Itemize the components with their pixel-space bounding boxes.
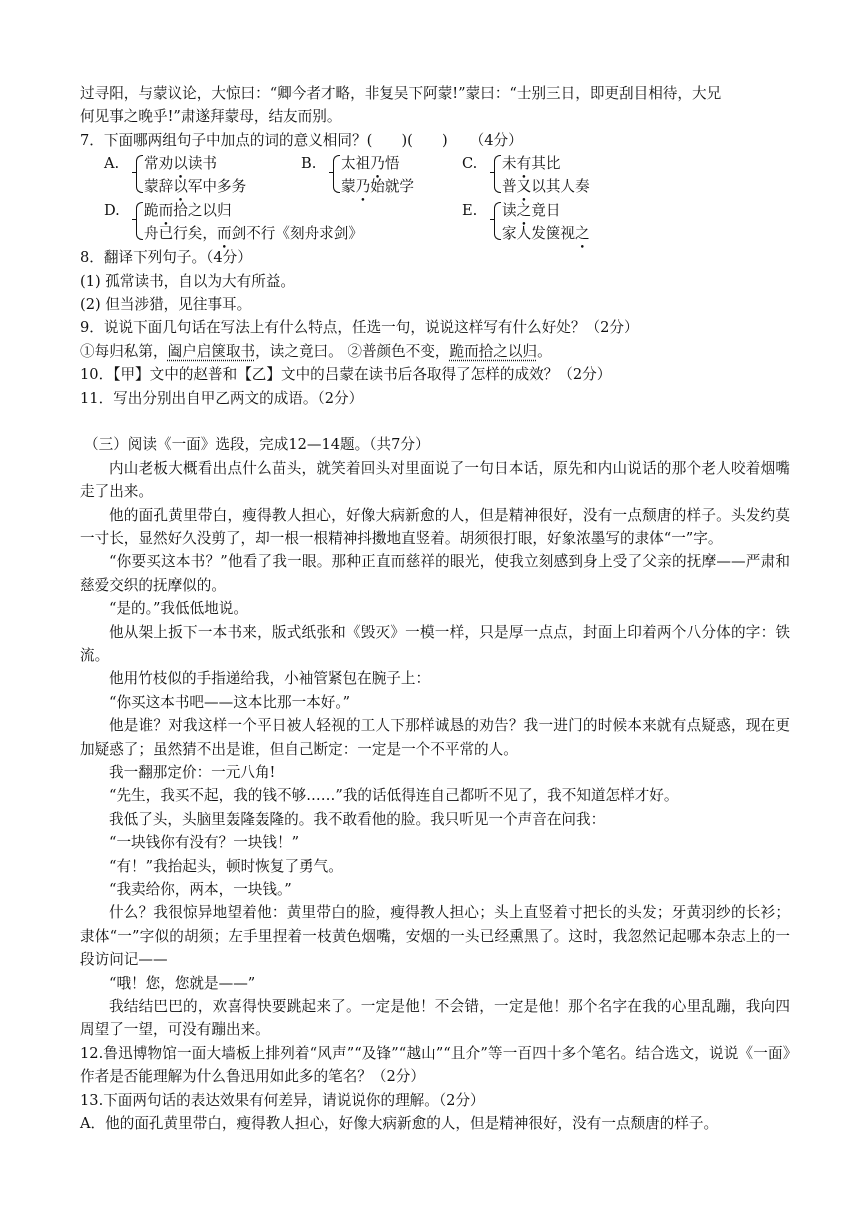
option-text: 军中多务 xyxy=(187,178,247,196)
option-text: 未 xyxy=(502,155,517,173)
dotted-word: 有 xyxy=(516,155,532,173)
option-text: 普 xyxy=(502,178,517,196)
option-text: 拾之以归 xyxy=(173,202,232,220)
passage-paragraph: 他的面孔黄里带白，瘦得教人担心，好像大病新愈的人，但是精神很好，没有一点颓唐的样子。头发约莫一寸长，显然好久没剪了，却一根一根精神抖擞地直竖着。胡须很打眼，好象浓墨写的隶体“一”字。 xyxy=(80,506,790,547)
option-letter: C. xyxy=(462,155,478,173)
option-text: 悟 xyxy=(384,155,400,173)
dotted-word: 乃 xyxy=(370,155,385,173)
option-letter: A. xyxy=(104,155,120,173)
option-text: 读书 xyxy=(187,155,218,173)
passage-paragraph: 我一翻那定价：一元八角! xyxy=(109,763,276,781)
option-text: 太祖 xyxy=(341,155,371,173)
option-text: 竟日 xyxy=(531,202,561,220)
sentence-text: 。 xyxy=(537,342,552,360)
passage-paragraph: 他是谁？对我这样一个平日被人轻视的工人下那样诚恳的劝告？我一进门的时候本来就有点疑惑，现在更加疑惑了；虽然猜不出是谁，但自己断定：一定是一个不平常的人。 xyxy=(80,717,790,758)
option-text: 跪 xyxy=(144,202,159,220)
option-text: 读 xyxy=(502,202,517,220)
passage xyxy=(80,457,790,1042)
passage-paragraph: “有！”我抬起头，顿时恢复了勇气。 xyxy=(109,857,343,875)
dotted-phrase: 阖户启箧取书 xyxy=(167,342,256,360)
passage-paragraph: “你要买这本书？”他看了我一眼。那种正直而慈祥的眼光，使我立刻感到身上受了父亲的抚摩——严肃和慈爱交织的抚摩似的。 xyxy=(80,553,790,594)
dotted-word: 而 xyxy=(216,225,232,243)
option-text: 常劝 xyxy=(144,155,174,173)
passage-paragraph: “你买这本书吧——这本比那一本好。” xyxy=(109,693,351,711)
brace-icon xyxy=(132,199,142,243)
brace-icon xyxy=(490,152,500,196)
question-10: 10．【甲】文中的赵普和【乙】文中的吕蒙在读书后各取得了怎样的成效？（2分） xyxy=(80,366,612,384)
passage-paragraph: “哦！您，您就是——” xyxy=(109,974,256,992)
question-7-options xyxy=(80,152,790,246)
passage-paragraph: 他从架上扳下一本书来，版式纸张和《毁灭》一模一样，只是厚一点点，封面上印着两个八分体的字：铁流。 xyxy=(80,623,790,664)
question-7-stem: 7．下面哪两组句子中加点的词的意义相同？( )( ) （4分） xyxy=(80,131,523,149)
question-8-item-1: (1) 孤常读书，自以为大有所益。 xyxy=(80,272,296,290)
brace-icon xyxy=(132,152,142,196)
dotted-word: 乃 xyxy=(355,178,371,196)
dotted-word: 之 xyxy=(516,202,532,220)
passage-paragraph: 内山老板大概看出点什么苗头，就笑着回头对里面说了一句日本话，原先和内山说话的那个老人咬着烟嘴走了出来。 xyxy=(80,459,790,501)
option-text: 舟已行矣， xyxy=(144,225,217,243)
question-12: 12.鲁迅博物馆一面大墙板上排列着“风声”“及锋”“越山”“且介”等一百四十多个笔名。结合选文，说说《一面》作者是否能理解为什么鲁迅用如此多的笔名？（2分） xyxy=(80,1044,790,1086)
option-text: 蒙 xyxy=(341,178,356,196)
dotted-word: 以 xyxy=(173,178,188,196)
option-text: 蒙辞 xyxy=(144,178,174,196)
dotted-word: 之 xyxy=(574,225,590,243)
passage-paragraph: “是的。”我低低地说。 xyxy=(109,600,248,618)
intro-line-2: 何见事之晚乎!”肃遂拜蒙母，结友而别。 xyxy=(80,108,342,126)
question-13: 13.下面两句话的表达效果有何差异，请说说你的理解。（2分） xyxy=(80,1091,485,1109)
dotted-word: 而 xyxy=(158,202,174,220)
passage-paragraph: “一块钱你有没有？一块钱！” xyxy=(109,834,300,852)
option-text: 以其人奏 xyxy=(531,178,590,196)
section-3-title: （三）阅读《一面》选段，完成12—14题。（共7分） xyxy=(84,436,430,454)
question-13-option-a: A．他的面孔黄里带白，瘦得教人担心，好像大病新愈的人，但是精神很好，没有一点颓唐的样子。 xyxy=(80,1115,719,1133)
passage-paragraph: 我结结巴巴的，欢喜得快要跳起来了。一定是他！不会错，一定是他！那个名字在我的心里乱蹦，我向四周望了一望，可没有蹦出来。 xyxy=(80,998,790,1039)
option-text: 剑不行《刻舟求剑》 xyxy=(231,225,363,243)
intro-line-1: 过寻阳，与蒙议论，大惊曰：“卿今者才略，非复吴下阿蒙!”蒙曰：“士别三日，即更刮目相待，大兄 xyxy=(80,85,722,102)
passage-paragraph: 我低了头，头脑里轰隆轰隆的。我不敢看他的脸。我只听见一个声音在问我： xyxy=(109,810,606,828)
dotted-phrase: 跪而拾之以归 xyxy=(449,342,538,360)
option-letter: E. xyxy=(462,202,478,220)
brace-icon xyxy=(329,152,339,196)
passage-paragraph: “先生，我买不起，我的钱不够……”我的话低得连自己都听不见了，我不知道怎样才好。 xyxy=(109,787,679,805)
brace-icon xyxy=(490,199,500,243)
dotted-word: 以 xyxy=(173,155,188,173)
question-8-stem: 8．翻译下列句子。（4分） xyxy=(80,249,252,267)
passage-paragraph: “我卖给你，两本，一块钱。” xyxy=(109,881,292,898)
option-text: 始就学 xyxy=(370,178,415,196)
question-9-stem: 9．说说下面几句话在写法上有什么特点，任选一句，说说这样写有什么好处？（2分） xyxy=(80,319,639,337)
worksheet-page xyxy=(80,82,790,1135)
question-9-sentences xyxy=(80,340,790,363)
dotted-word: 又 xyxy=(516,178,532,196)
option-letter: B. xyxy=(301,155,317,173)
option-text: 家人发箧视 xyxy=(502,225,575,243)
passage-paragraph: 什么？我很惊异地望着他：黄里带白的脸，瘦得教人担心；头上直竖着寸把长的头发；牙黄羽纱的长衫；隶体“一”字似的胡须；左手里捏着一枝黄色烟嘴，安烟的一头已经熏黑了。这时，我忽然记起哪本杂志上的一段访问记—— xyxy=(80,904,790,969)
option-text: 其比 xyxy=(531,155,561,173)
sentence-text: ①每归私第， xyxy=(80,342,168,360)
option-letter: D. xyxy=(104,202,120,220)
passage-paragraph: 他用竹枝似的手指递给我，小袖管紧包在腕子上： xyxy=(109,670,431,688)
question-8-item-2: (2) 但当涉猎，见往事耳。 xyxy=(80,295,252,313)
question-11: 11．写出分别出自甲乙两文的成语。（2分） xyxy=(80,389,364,407)
sentence-text: ，读之竟曰。 ②普颜色不变， xyxy=(255,342,450,360)
